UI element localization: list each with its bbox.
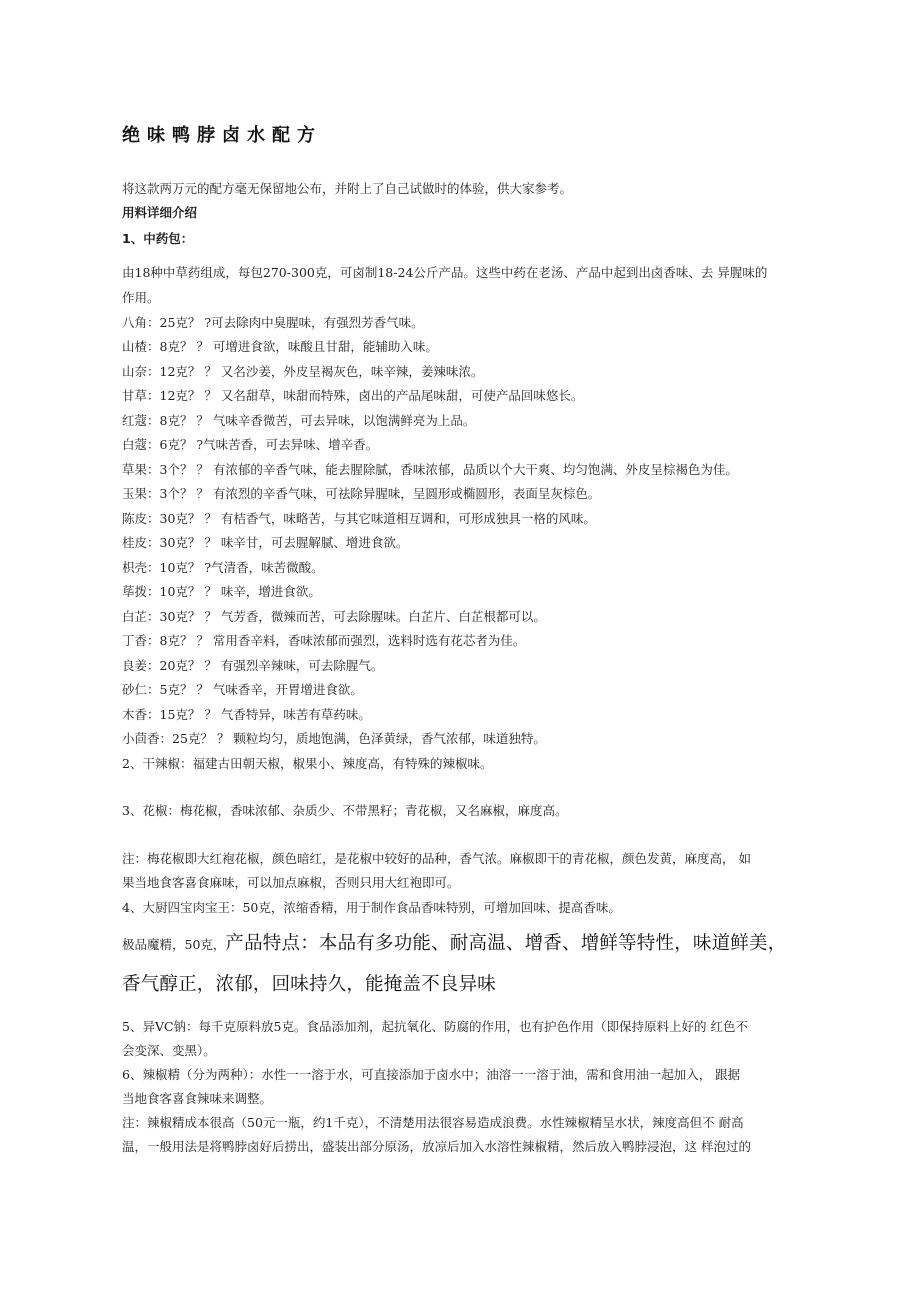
herb-item: 山楂：8克？ ？ 可增进食欲，味酸且甘甜，能辅助入味。: [122, 339, 438, 354]
item6-line1: 6、辣椒精（分为两种）：水性一一溶于水，可直接添加于卤水中；油溶一一溶于油，需和食用油一起加入， 跟据: [122, 1067, 741, 1082]
note1-line2: 果当地食客喜食麻味，可以加点麻椒，否则只用大红袍即可。: [122, 875, 460, 890]
herb-item: 白芷：30克？ ？ 气芳香，微辣而苦，可去除腥味。白芷片、白芷根都可以。: [122, 609, 546, 624]
herb-item: 荜拨：10克？ ？ 味辛，增进食欲。: [122, 584, 321, 599]
item1-desc-line2: 作用。: [122, 290, 160, 305]
intro-text: 将这款两万元的配方毫无保留地公布，并附上了自己试做时的体验，供大家参考。: [122, 181, 573, 196]
herb-item: 八角：25克？ ?可去除肉中臭腥味，有强烈芳香气味。: [122, 315, 424, 330]
herb-item: 山奈：12克？ ？ 又名沙姜，外皮呈褐灰色，味辛辣，姜辣味浓。: [122, 364, 484, 379]
note2-line2: 温，一般用法是将鸭脖卤好后捞出，盛装出部分原汤，放凉后加入水溶性辣椒精，然后放入鸭脖浸泡，这 样泡过的: [122, 1139, 751, 1154]
herb-item: 白蔻：6克？ ?气味苦香，可去异味、增辛香。: [122, 437, 379, 452]
note1-line1: 注：梅花椒即大红袍花椒，颜色暗红，是花椒中较好的品种，香气浓。麻椒即干的青花椒，颜色发黄，麻度高， 如: [122, 851, 751, 866]
msg-line1: [122, 932, 786, 957]
herb-item: 桂皮：30克？ ？ 味辛甘，可去腥解腻、增进食欲。: [122, 535, 409, 550]
note2-line1: 注：辣椒精成本很高（50元一瓶，约1千克），不清楚用法很容易造成浪费。水性辣椒精呈水状，辣度高但不 耐高: [122, 1115, 744, 1130]
herb-item: 木香：15克？ ？ 气香特异，味苦有草药味。: [122, 707, 371, 722]
herb-item: 甘草：12克？ ？ 又名甜草，味甜而特殊，卤出的产品尾味甜，可使产品回味悠长。: [122, 388, 584, 403]
item2-text: 2、干辣椒：福建古田朝天椒，椒果小、辣度高，有特殊的辣椒味。: [122, 756, 493, 771]
herb-item: 枳壳：10克？ ?气清香，味苦微酸。: [122, 560, 324, 575]
msg-large-line1: 产品特点：本品有多功能、耐高温、增香、增鲜等特性，味道鲜美，: [225, 933, 787, 954]
item6-line2: 当地食客喜食辣味来调整。: [122, 1091, 273, 1106]
herb-item: 丁香：8克？ ？ 常用香辛料，香味浓郁而强烈，选料时选有花芯者为佳。: [122, 633, 526, 648]
msg-large-line2: 香气醇正，浓郁，回味持久，能掩盖不良异味: [122, 974, 497, 995]
herb-item: 玉果：3个？ ？ 有浓烈的辛香气味，可祛除异腥味，呈圆形或椭圆形，表面呈灰棕色。: [122, 486, 601, 501]
herb-item: 陈皮：30克？ ？ 有桔香气，味略苦，与其它味道相互调和，可形成独具一格的风味。: [122, 511, 596, 526]
msg-prefix: 极品魔精，50克，: [122, 937, 226, 952]
herb-item: 小茴香：25克？ ？ 颗粒均匀，质地饱满，色泽黄绿，香气浓郁，味道独特。: [122, 731, 546, 746]
item4-text: 4、大厨四宝肉宝王：50克，浓缩香精，用于制作食品香味特别，可增加回味、提高香味。: [122, 900, 621, 915]
page-title: 绝味鸭脖卤水配方: [122, 125, 322, 146]
item1-desc-line1: 由18种中草药组成，每包270-300克，可卤制18-24公斤产品。这些中药在老汤、产品中起到出卤香味、去 异腥味的: [122, 265, 768, 280]
item3-text: 3、花椒：梅花椒，香味浓郁、杂质少、不带黑籽；青花椒，又名麻椒，麻度高。: [122, 803, 568, 818]
item5-line2: 会变深、变黑）。: [122, 1043, 216, 1058]
herb-item: 良姜：20克？ ？ 有强烈辛辣味，可去除腥气。: [122, 658, 384, 673]
herb-item: 砂仁：5克？ ？ 气味香辛，开胃增进食欲。: [122, 682, 363, 697]
item5-line1: 5、异VC钠：每千克原料放5克。食品添加剂，起抗氧化、防腐的作用，也有护色作用（即保持原料上好的 红色不: [122, 1019, 748, 1034]
section-heading: 用料详细介绍: [122, 205, 198, 220]
herb-item: 草果：3个？ ？ 有浓郁的辛香气味，能去腥除腻，香味浓郁，品质以个大干爽、均匀饱满、外皮呈棕褐色为佳。: [122, 462, 738, 477]
herb-item: 红蔻：8克？ ？ 气味辛香微苦，可去异味，以饱满鲜亮为上品。: [122, 413, 476, 428]
item1-heading: 1、中药包：: [122, 231, 194, 246]
